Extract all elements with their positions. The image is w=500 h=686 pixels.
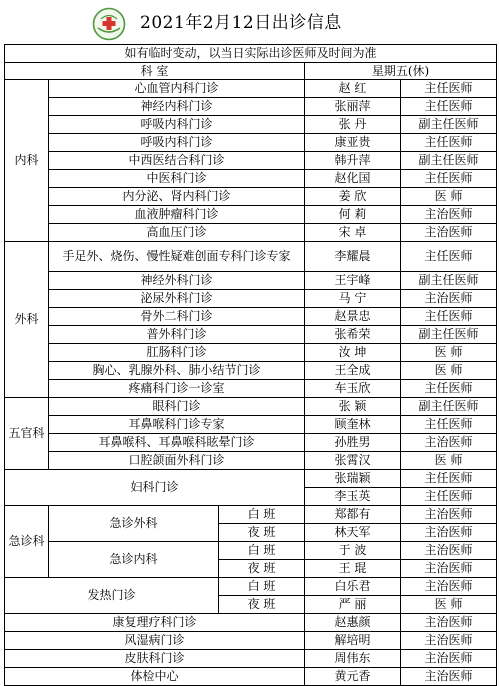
doctor-name: 车玉欣 [305, 380, 401, 398]
table-row [5, 326, 497, 344]
clinic-name: 耳鼻喉科门诊专家 [49, 416, 305, 434]
table-row [5, 272, 497, 290]
subsection-label-jizhen-neike: 急诊内科 [49, 542, 219, 578]
doctor-name: 赵 红 [305, 80, 401, 98]
doctor-title: 主治医师 [401, 668, 497, 686]
shift-label: 白 班 [219, 506, 305, 524]
doctor-name: 姜 欣 [305, 188, 401, 206]
clinic-name: 骨外二科门诊 [49, 308, 305, 326]
table-row [5, 206, 497, 224]
clinic-name: 泌尿外科门诊 [49, 290, 305, 308]
table-row [5, 308, 497, 326]
clinic-name: 高血压门诊 [49, 224, 305, 242]
doctor-title: 主治医师 [401, 524, 497, 542]
day-header: 星期五(休) [305, 63, 497, 80]
shift-label: 白 班 [219, 542, 305, 560]
doctor-name: 白乐君 [305, 578, 401, 596]
doctor-name: 王 琨 [305, 560, 401, 578]
doctor-title: 主任医师 [401, 380, 497, 398]
doctor-name: 于 波 [305, 542, 401, 560]
doctor-name: 严 丽 [305, 596, 401, 614]
doctor-title: 副主任医师 [401, 272, 497, 290]
table-row [5, 80, 497, 98]
doctor-name: 张霄汉 [305, 452, 401, 470]
table-row [5, 398, 497, 416]
table-row [5, 506, 497, 524]
clinic-name: 体检中心 [5, 668, 305, 686]
doctor-title: 主治医师 [401, 206, 497, 224]
clinic-name: 血液肿瘤科门诊 [49, 206, 305, 224]
section-label-jizhenke: 急诊科 [5, 506, 49, 578]
hospital-logo-icon [92, 7, 126, 41]
shift-label: 夜 班 [219, 524, 305, 542]
shift-label: 白 班 [219, 578, 305, 596]
clinic-name: 口腔颌面外科门诊 [49, 452, 305, 470]
clinic-name: 呼吸内科门诊 [49, 116, 305, 134]
doctor-title: 主治医师 [401, 290, 497, 308]
table-row [5, 452, 497, 470]
doctor-title: 主治医师 [401, 650, 497, 668]
table-row [5, 170, 497, 188]
doctor-title: 主任医师 [401, 416, 497, 434]
clinic-name: 胸心、乳腺外科、肺小结节门诊 [49, 362, 305, 380]
clinic-name: 神经内科门诊 [49, 98, 305, 116]
table-row [5, 224, 497, 242]
table-row [5, 188, 497, 206]
clinic-name: 康复理疗科门诊 [5, 614, 305, 632]
doctor-name: 张 颖 [305, 398, 401, 416]
clinic-name: 中医科门诊 [49, 170, 305, 188]
clinic-name-fuke: 妇科门诊 [5, 470, 305, 506]
doctor-name: 何 莉 [305, 206, 401, 224]
doctor-title: 主治医师 [401, 506, 497, 524]
dept-header: 科 室 [5, 63, 305, 80]
doctor-title: 副主任医师 [401, 152, 497, 170]
clinic-name: 神经外科门诊 [49, 272, 305, 290]
doctor-title: 医 师 [401, 452, 497, 470]
table-row [5, 416, 497, 434]
table-row [5, 542, 497, 560]
table-row [5, 344, 497, 362]
page-title: 2021年2月12日出诊信息 [140, 13, 342, 33]
table-row [5, 116, 497, 134]
clinic-name: 手足外、烧伤、慢性疑难创面专科门诊专家 [49, 242, 305, 272]
schedule-table [4, 44, 497, 686]
page-header [0, 0, 500, 44]
doctor-name: 汝 坤 [305, 344, 401, 362]
clinic-name: 中西医结合科门诊 [49, 152, 305, 170]
clinic-name: 眼科门诊 [49, 398, 305, 416]
clinic-name: 肛肠科门诊 [49, 344, 305, 362]
doctor-name: 李玉英 [305, 488, 401, 506]
clinic-name: 普外科门诊 [49, 326, 305, 344]
doctor-name: 宋 卓 [305, 224, 401, 242]
doctor-name: 张 丹 [305, 116, 401, 134]
doctor-name: 王全成 [305, 362, 401, 380]
doctor-name: 顾奎林 [305, 416, 401, 434]
doctor-name: 张丽萍 [305, 98, 401, 116]
doctor-name: 张瑞颖 [305, 470, 401, 488]
doctor-title: 主任医师 [401, 134, 497, 152]
section-label-fare: 发热门诊 [5, 578, 219, 614]
clinic-name: 疼痛科门诊一诊室 [49, 380, 305, 398]
clinic-name: 耳鼻喉科、耳鼻喉科眩晕门诊 [49, 434, 305, 452]
doctor-name: 林天军 [305, 524, 401, 542]
doctor-title: 主任医师 [401, 80, 497, 98]
doctor-title: 主治医师 [401, 614, 497, 632]
doctor-title: 主治医师 [401, 434, 497, 452]
table-row [5, 242, 497, 272]
table-row [5, 578, 497, 596]
doctor-name: 赵景忠 [305, 308, 401, 326]
table-row [5, 362, 497, 380]
section-label-wuguanke: 五官科 [5, 398, 49, 470]
doctor-name: 马 宁 [305, 290, 401, 308]
doctor-title: 主治医师 [401, 578, 497, 596]
subsection-label-jizhen-waike: 急诊外科 [49, 506, 219, 542]
doctor-name: 康亚贵 [305, 134, 401, 152]
table-row [5, 650, 497, 668]
doctor-name: 赵化国 [305, 170, 401, 188]
doctor-title: 医 师 [401, 188, 497, 206]
table-row [5, 152, 497, 170]
doctor-title: 主治医师 [401, 560, 497, 578]
clinic-name: 呼吸内科门诊 [49, 134, 305, 152]
table-row [5, 290, 497, 308]
table-row [5, 470, 497, 488]
table-row [5, 614, 497, 632]
doctor-title: 医 师 [401, 362, 497, 380]
section-label-neike: 内科 [5, 80, 49, 242]
doctor-name: 解培明 [305, 632, 401, 650]
table-row [5, 434, 497, 452]
doctor-name: 张希荣 [305, 326, 401, 344]
doctor-name: 郑都有 [305, 506, 401, 524]
doctor-title: 主治医师 [401, 632, 497, 650]
doctor-title: 主治医师 [401, 224, 497, 242]
section-label-waike: 外科 [5, 242, 49, 398]
table-row [5, 632, 497, 650]
doctor-title: 主任医师 [401, 170, 497, 188]
doctor-title: 主任医师 [401, 98, 497, 116]
doctor-title: 主任医师 [401, 470, 497, 488]
table-row [5, 380, 497, 398]
clinic-name: 心血管内科门诊 [49, 80, 305, 98]
doctor-title: 副主任医师 [401, 116, 497, 134]
doctor-name: 王宇峰 [305, 272, 401, 290]
doctor-title: 副主任医师 [401, 326, 497, 344]
doctor-name: 黄元香 [305, 668, 401, 686]
doctor-title: 医 师 [401, 344, 497, 362]
doctor-title: 医 师 [401, 596, 497, 614]
table-row [5, 134, 497, 152]
doctor-title: 主治医师 [401, 542, 497, 560]
doctor-name: 周伟东 [305, 650, 401, 668]
doctor-title: 副主任医师 [401, 398, 497, 416]
table-row [5, 98, 497, 116]
clinic-name: 内分泌、肾内科门诊 [49, 188, 305, 206]
clinic-name: 皮肤科门诊 [5, 650, 305, 668]
doctor-name: 孙胜男 [305, 434, 401, 452]
shift-label: 夜 班 [219, 596, 305, 614]
doctor-name: 韩升萍 [305, 152, 401, 170]
doctor-title: 主任医师 [401, 308, 497, 326]
doctor-title: 主任医师 [401, 488, 497, 506]
shift-label: 夜 班 [219, 560, 305, 578]
notice: 如有临时变动，以当日实际出诊医师及时间为准 [5, 45, 497, 63]
doctor-name: 李耀晨 [305, 242, 401, 272]
clinic-name: 风湿病门诊 [5, 632, 305, 650]
doctor-name: 赵惠颜 [305, 614, 401, 632]
doctor-title: 主任医师 [401, 242, 497, 272]
